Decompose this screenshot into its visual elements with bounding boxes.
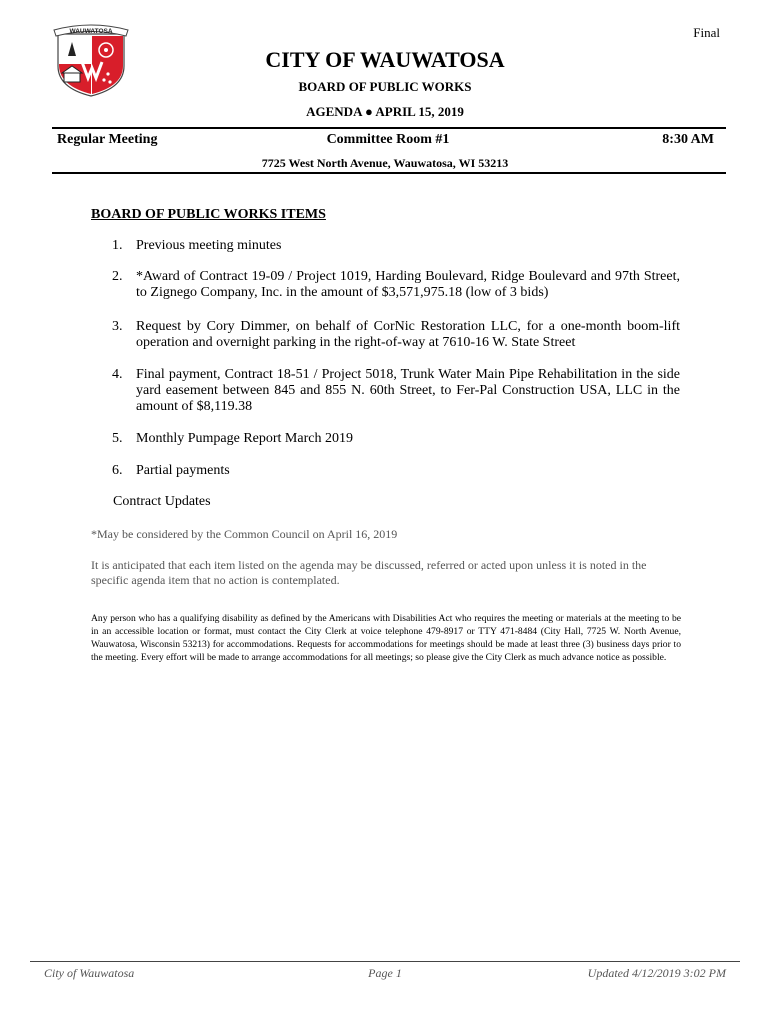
agenda-item-text: Final payment, Contract 18-51 / Project 5018, Trunk Water Main Pipe Rehabilitation in the side yard easement between 845 and 855 N. 60th Street, to Fer-Pal Construction USA, LLC in the amount of $8,119.38 [136, 367, 680, 414]
footer-rule [30, 961, 740, 962]
agenda-item-number: 5. [112, 431, 123, 446]
agenda-item-number: 4. [112, 367, 123, 382]
agenda-item [112, 367, 680, 415]
agenda-item-text: Previous meeting minutes [136, 238, 282, 253]
agenda-date: AGENDA ● APRIL 15, 2019 [306, 104, 464, 119]
council-note: *May be considered by the Common Council on April 16, 2019 [91, 527, 398, 541]
city-title: CITY OF WAUWATOSA [265, 47, 505, 72]
section-heading: BOARD OF PUBLIC WORKS ITEMS [91, 207, 326, 222]
header-rule-bottom [52, 172, 726, 174]
agenda-item-text: Monthly Pumpage Report March 2019 [136, 431, 353, 446]
meeting-type: Regular Meeting [57, 132, 158, 147]
agenda-item-number: 3. [112, 319, 123, 334]
meeting-time: 8:30 AM [662, 132, 714, 147]
header-rule-top [52, 127, 726, 129]
seal-banner-text: WAUWATOSA [69, 28, 113, 35]
agenda-item [112, 431, 680, 447]
agenda-item-text: *Award of Contract 19-09 / Project 1019, Harding Boulevard, Ridge Boulevard and 97th Street, to Zignego Company, Inc. in the amount of $3,571,975.18 (low of 3 bids) [136, 269, 680, 300]
meeting-address: 7725 West North Avenue, Wauwatosa, WI 53213 [261, 156, 509, 170]
agenda-item [112, 319, 680, 351]
document-status: Final [693, 25, 720, 40]
agenda-item-number: 1. [112, 238, 123, 253]
agenda-item [112, 463, 680, 479]
agenda-item-text: Partial payments [136, 463, 230, 478]
meeting-room: Committee Room #1 [326, 132, 450, 147]
footer-city: City of Wauwatosa [44, 966, 135, 980]
contract-updates: Contract Updates [113, 494, 211, 509]
agenda-item-text: Request by Cory Dimmer, on behalf of CorNic Restoration LLC, for a one-month boom-lift operation and overnight parking in the right-of-way at 7610-16 W. State Street [136, 319, 680, 350]
footer-updated: Updated 4/12/2019 3:02 PM [587, 966, 726, 980]
board-title: BOARD OF PUBLIC WORKS [298, 79, 472, 94]
ada-notice: Any person who has a qualifying disability as defined by the Americans with Disabilities Act who requires the meeting or materials at the meeting to be in an accessible location or format, must contact the City Clerk at voice telephone 479-8917 or TTY 471-8484 (City Hall, 7725 W. North Avenue, Wauwatosa, Wisconsin 53213) for accommodations. Requests for accommodations for meetings should be made at least three (3) business days prior to the meeting. Every effort will be made to arrange accommodations for all meetings; so please give the City Clerk as much advance notice as possible. [91, 613, 681, 663]
agenda-item-number: 2. [112, 269, 123, 284]
agenda-item [112, 269, 680, 301]
agenda-item-number: 6. [112, 463, 123, 478]
agenda-item [112, 238, 680, 254]
footer-page-number: Page 1 [368, 966, 402, 980]
anticipated-notice: It is anticipated that each item listed on the agenda may be discussed, referred or acted upon unless it is noted in the specific agenda item that no action is contemplated. [91, 558, 647, 587]
